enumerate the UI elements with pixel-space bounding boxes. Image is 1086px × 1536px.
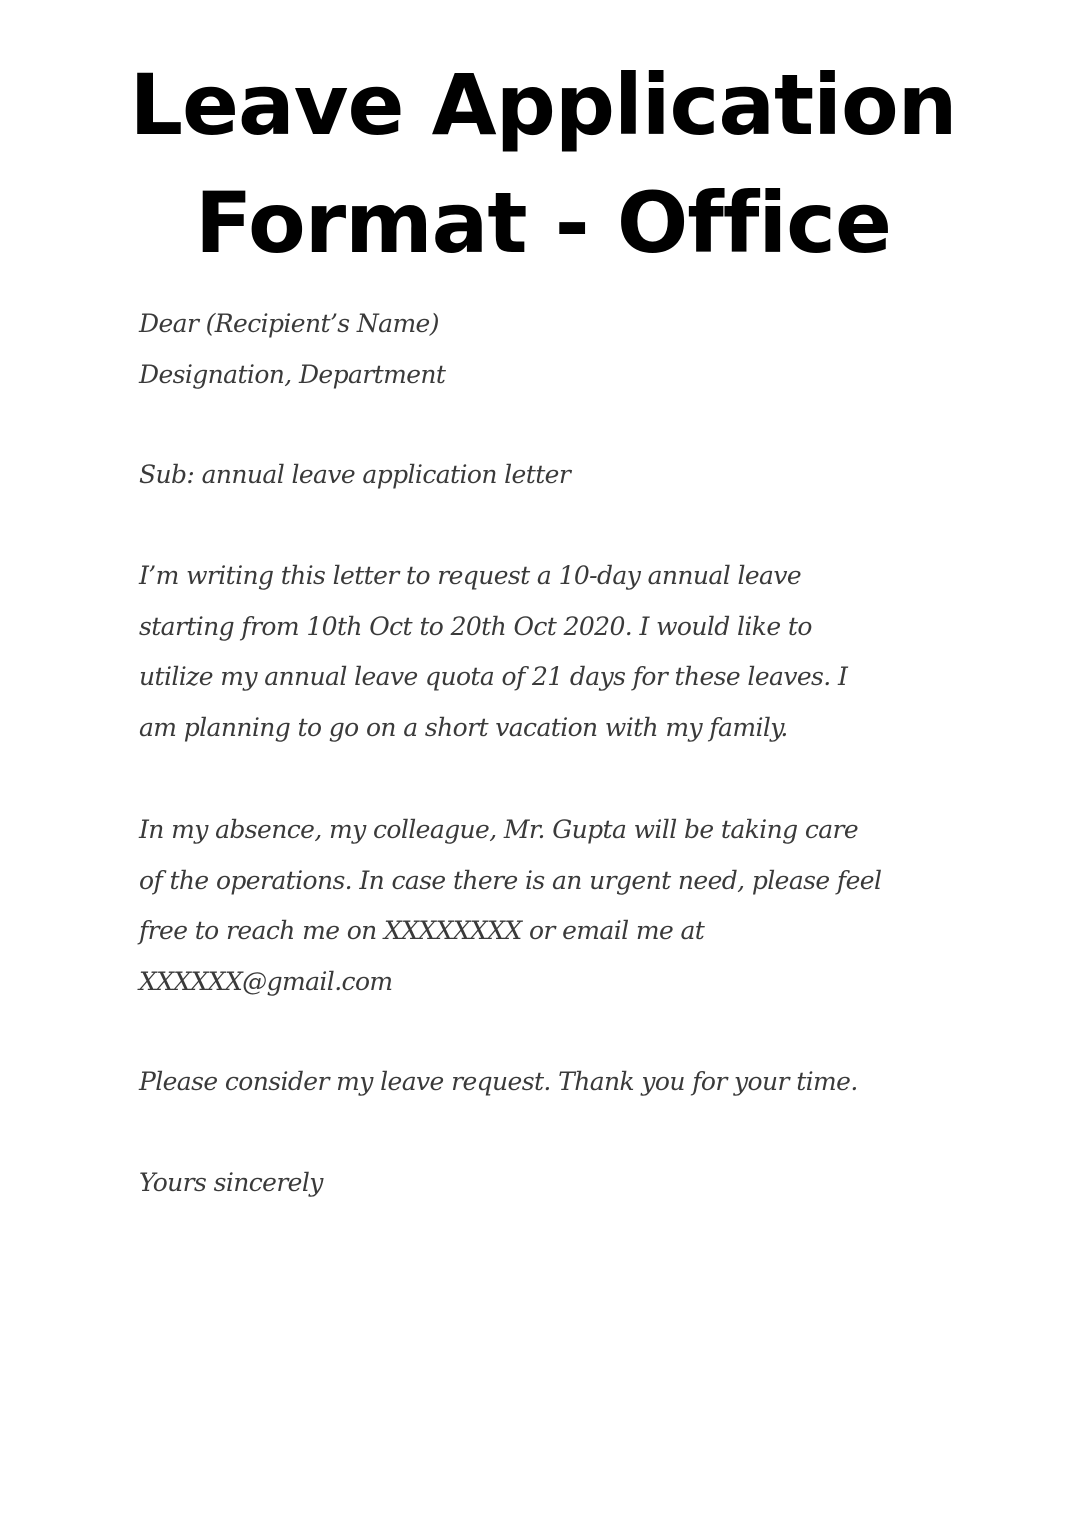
paragraph-line: In my absence, my colleague, Mr. Gupta will be taking care	[139, 815, 859, 844]
recipient-name: Dear (Recipient’s Name)	[139, 309, 439, 338]
paragraph-line: free to reach me on XXXXXXXX or email me at	[139, 916, 705, 946]
paragraph-line: starting from 10th Oct to 20th Oct 2020. I would like to	[139, 611, 812, 641]
paragraph-line: of the operations. In case there is an urgent need, please feel	[139, 865, 882, 895]
paragraph-line: am planning to go on a short vacation with my family.	[139, 712, 788, 742]
paragraph-line: utilize my annual leave quota of 21 days for these leaves. I	[139, 662, 848, 692]
paragraph-line: XXXXXX@gmail.com	[139, 966, 393, 996]
subject-text: Sub: annual leave application letter	[139, 460, 571, 489]
subject-line	[139, 450, 959, 501]
sign-off-text: Yours sincerely	[139, 1168, 323, 1197]
paragraph-request	[139, 551, 959, 753]
paragraph-line: I’m writing this letter to request a 10-day annual leave	[139, 561, 802, 590]
sign-off	[139, 1158, 959, 1209]
title-line-1: Leave Application	[129, 56, 957, 154]
recipient-block	[139, 299, 959, 400]
title-line-2: Format - Office	[195, 174, 891, 272]
recipient-designation: Designation, Department	[139, 359, 446, 389]
page-title	[0, 46, 1086, 282]
closing-request-text: Please consider my leave request. Thank you for your time.	[139, 1067, 858, 1096]
paragraph-absence	[139, 805, 959, 1007]
closing-request	[139, 1057, 959, 1108]
